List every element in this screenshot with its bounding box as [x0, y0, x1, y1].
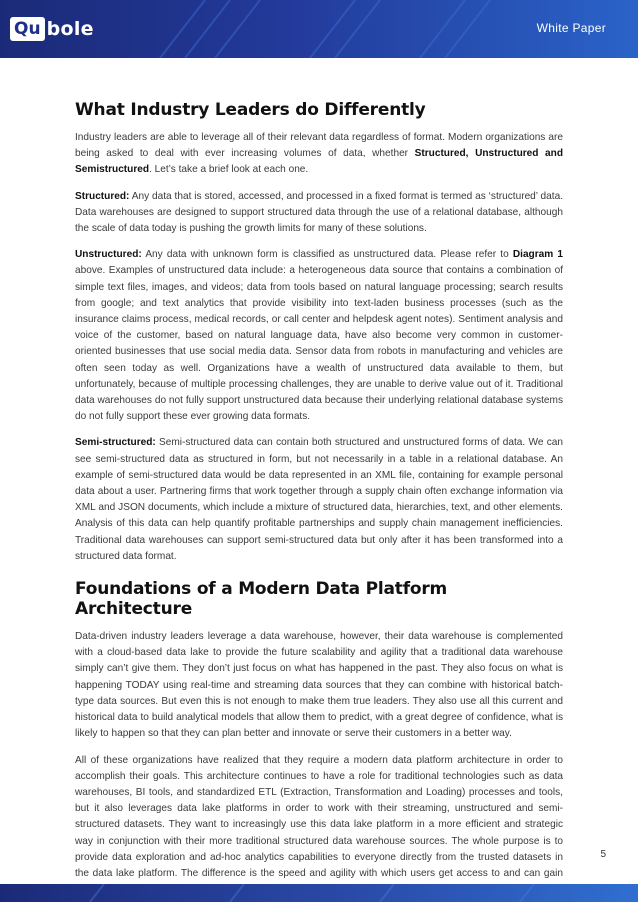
term-label: Structured: [75, 190, 130, 202]
footer-decoration [0, 884, 638, 902]
company-logo [10, 16, 94, 42]
body-paragraph: Data-driven industry leaders leverage a data warehouse, however, their data warehouse is complemented with a cloud-based data lake to provide the future scalability and agility that a traditional data warehouse simply can’t give them. They don’t just focus on what has happened in the past. They also focus on what is happening TODAY using real-time and streaming data sources that they can combine with historical batch-type data sources. But even this is not enough to make them true leaders. They also use all this current and historical data to build analytical models that allow them to predict, with a great degree of confidence, what is likely to happen so that they can plan better and innovate or serve their customers in a better way. [75, 631, 563, 740]
body-paragraph: All of these organizations have realized that they require a modern data platform architecture in order to accomplish their goals. This architecture continues to have a role for traditional technologies such as data warehouses, BI tools, and standardized ETL (Extraction, Transformation and Loading) processes and tools, but it also leverages data lake platforms in order to work with their streaming, unstructured and semi-structured datasets. They want to increasingly use this data lake platform in a more efficient and strategic way in conjunction with their more traditional structured data warehouse sources. The whole purpose is to provide data exploration and ad-hoc analytics capabilities to everyone directly from the trusted datasets in the data lake platform. The difference is the speed and agility with which users get access to and can gain [75, 754, 563, 879]
section-heading: What Industry Leaders do Differently [75, 100, 426, 120]
bold-term: Structured, Unstructured and Semistructured [75, 148, 563, 176]
logo-wordmark: bole [46, 18, 94, 40]
term-label: Unstructured: [75, 249, 142, 261]
logo-mark: Qu [10, 17, 45, 41]
text-run: Industry leaders are able to leverage all of their relevant data regardless of format. Modern organizations are being asked to deal with ever increasing volumes of data, whether [75, 132, 563, 160]
page-footer-band [0, 884, 638, 902]
page-number: 5 [600, 849, 606, 860]
text-run: above. Examples of unstructured data include: a heterogeneous data source that contains a combination of simple text files, images, and videos; data from tools based on natural language processing; search results from google; and text analytics that provide visibility into text-laden business processes (such as the insurance claims process, medical records, or call center and helpdesk agent notes). Sentiment analysis and voice of the customer, based on natural language data, have also become very common in customer-oriented businesses that use social media data. Sensor data from robots in manufacturing and vehicles are often seen today as well. Organizations have a wealth of unstructured data available to them, but unfortunately, because of multiple processing challenges, they are unable to derive value out of it. Traditional data warehouses do not fully support unstructured data because their underlying relational database systems do not fully support these ever growing data formats. [75, 265, 563, 423]
page-content [75, 100, 563, 908]
text-run: Any data with unknown form is classified as unstructured data. Please refer to [141, 249, 513, 261]
semistructured-paragraph [75, 435, 563, 565]
section-heading: Foundations of a Modern Data Platform Architecture [75, 579, 448, 620]
diagram-reference: Diagram 1 [512, 249, 563, 261]
term-label: Semi-structured: [75, 437, 156, 449]
document-type-label: White Paper [536, 21, 606, 35]
structured-paragraph [75, 189, 563, 238]
text-run: Any data that is stored, accessed, and processed in a fixed format is termed as ‘structured’ data. Data warehouses are designed to support structured data through the use of a relational database, although the scale of data today is pushing the growth limits for many of these solutions. [75, 190, 563, 235]
text-run: . Let’s take a brief look at each one. [149, 164, 309, 176]
unstructured-paragraph [75, 247, 563, 425]
text-run: Semi-structured data can contain both structured and unstructured forms of data. We can see semi-structured data as structured in form, but not necessarily in a table in a relational database. An example of semi-structured data would be data represented in an XML file, containing for example personal data about a user. Partnering firms that work together through a supply chain often exchange information via XML and JSON documents, which include a mixture of structured data, hierarchies, text, and other elements. Analysis of this data can help quantify profitable partnerships and supply chain management inefficiencies. Traditional data warehouses can support semi-structured data but only after it has been transformed into a structured data format. [75, 437, 563, 562]
page-header [0, 0, 638, 58]
intro-paragraph [75, 130, 563, 179]
